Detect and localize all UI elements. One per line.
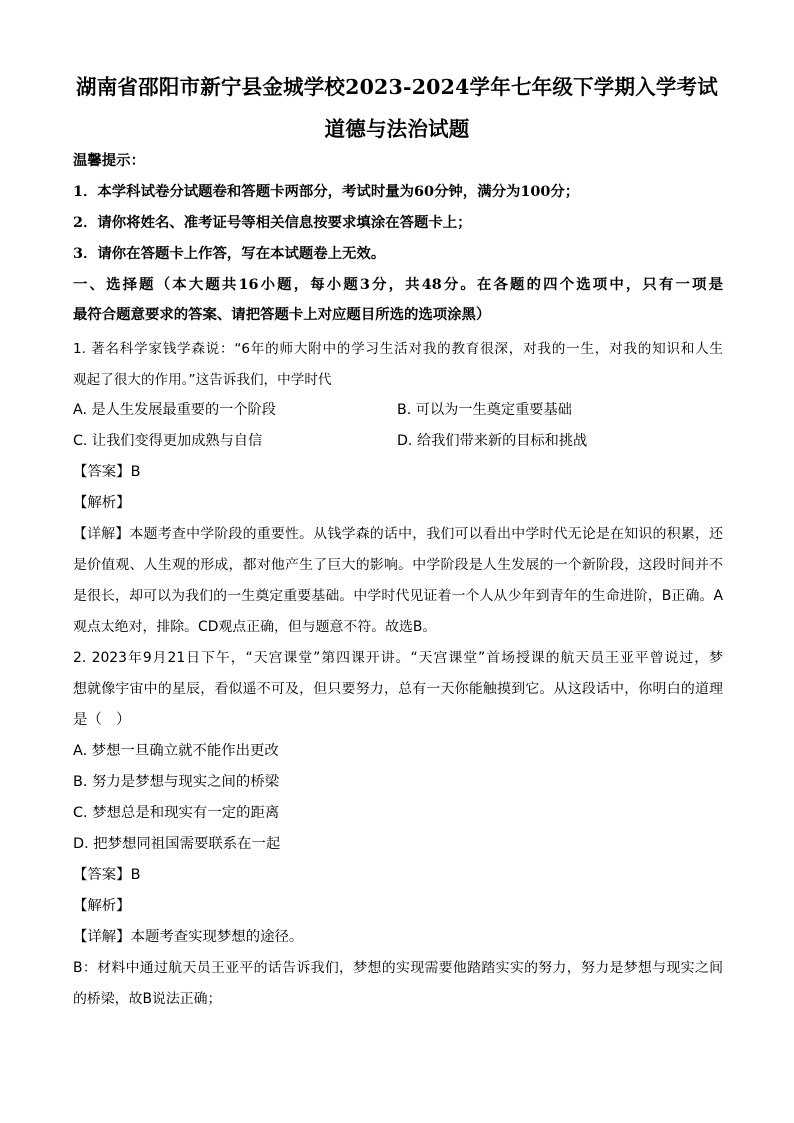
q2-option-d: D. 把梦想同祖国需要联系在一起 <box>73 836 281 852</box>
q2-stem-line1: 2. 2023年9月21日下午，“天宫课堂”第四课开讲。“天宫课堂”首场授课的航天员王亚平曾说过，梦 <box>73 650 723 666</box>
q2-option-c: C. 梦想总是和现实有一定的距离 <box>73 805 280 821</box>
tip-item-3: 3．请你在答题卡上作答，写在本试题卷上无效。 <box>73 245 386 262</box>
q2-analysis-label: 【解析】 <box>73 898 131 914</box>
q2-stem-line2: 想就像宇宙中的星辰，看似遥不可及，但只要努力，总有一天你能触摸到它。从这段话中，你明白的道理 <box>73 681 723 697</box>
q2-detail-line2: 的桥梁，故B说法正确； <box>73 991 222 1007</box>
section-heading-line1: 一、选择题（本大题共16小题，每小题3分，共48分。在各题的四个选项中，只有一项是 <box>73 276 723 293</box>
q2-detail-line1: B：材料中通过航天员王亚平的话告诉我们，梦想的实现需要他踏踏实实的努力，努力是梦想与现实之间 <box>73 960 723 976</box>
q2-answer: 【答案】B <box>73 867 141 883</box>
q2-option-a: A. 梦想一旦确立就不能作出更改 <box>73 743 279 759</box>
q1-option-c: C. 让我们变得更加成熟与自信 <box>73 433 263 449</box>
exam-title: 湖南省邵阳市新宁县金城学校2023-2024学年七年级下学期入学考试 <box>76 75 718 99</box>
q2-detail-heading: 【详解】本题考查实现梦想的途径。 <box>73 929 304 945</box>
q1-detail-line4: 观点太绝对，排除。CD观点正确，但与题意不符。故选B。 <box>73 619 437 635</box>
q1-option-d: D. 给我们带来新的目标和挑战 <box>397 433 588 449</box>
q1-analysis-label: 【解析】 <box>73 495 131 511</box>
tip-item-1: 1．本学科试卷分试题卷和答题卡两部分，考试时量为60分钟，满分为100分； <box>73 183 580 200</box>
q1-option-a: A. 是人生发展最重要的一个阶段 <box>73 402 276 418</box>
tips-heading: 温馨提示： <box>73 152 145 169</box>
q1-stem-line2: 观起了很大的作用。”这告诉我们，中学时代 <box>73 372 332 388</box>
exam-subtitle: 道德与法治试题 <box>324 117 470 141</box>
tip-item-2: 2．请你将姓名、准考证号等相关信息按要求填涂在答题卡上； <box>73 214 472 231</box>
section-heading-line2: 最符合题意要求的答案、请把答题卡上对应题目所选的选项涂黑） <box>73 306 491 323</box>
q1-stem-line1: 1. 著名科学家钱学森说：“6年的师大附中的学习生活对我的教育很深，对我的一生，对我的知识和人生 <box>73 341 723 357</box>
q1-detail-line1: 【详解】本题考查中学阶段的重要性。从钱学森的话中，我们可以看出中学时代无论是在知识的积累，还 <box>73 526 723 542</box>
q2-option-b: B. 努力是梦想与现实之间的桥梁 <box>73 774 280 790</box>
q1-detail-line3: 是很长，却可以为我们的一生奠定重要基础。中学时代见证着一个人从少年到青年的生命进阶，B正确。A <box>73 588 723 604</box>
q1-detail-line2: 是价值观、人生观的形成，都对他产生了巨大的影响。中学阶段是人生发展的一个新阶段，这段时间并不 <box>73 557 723 573</box>
q1-answer: 【答案】B <box>73 464 141 480</box>
q2-stem-line3: 是（ ） <box>73 712 131 728</box>
q1-option-b: B. 可以为一生奠定重要基础 <box>397 402 572 418</box>
